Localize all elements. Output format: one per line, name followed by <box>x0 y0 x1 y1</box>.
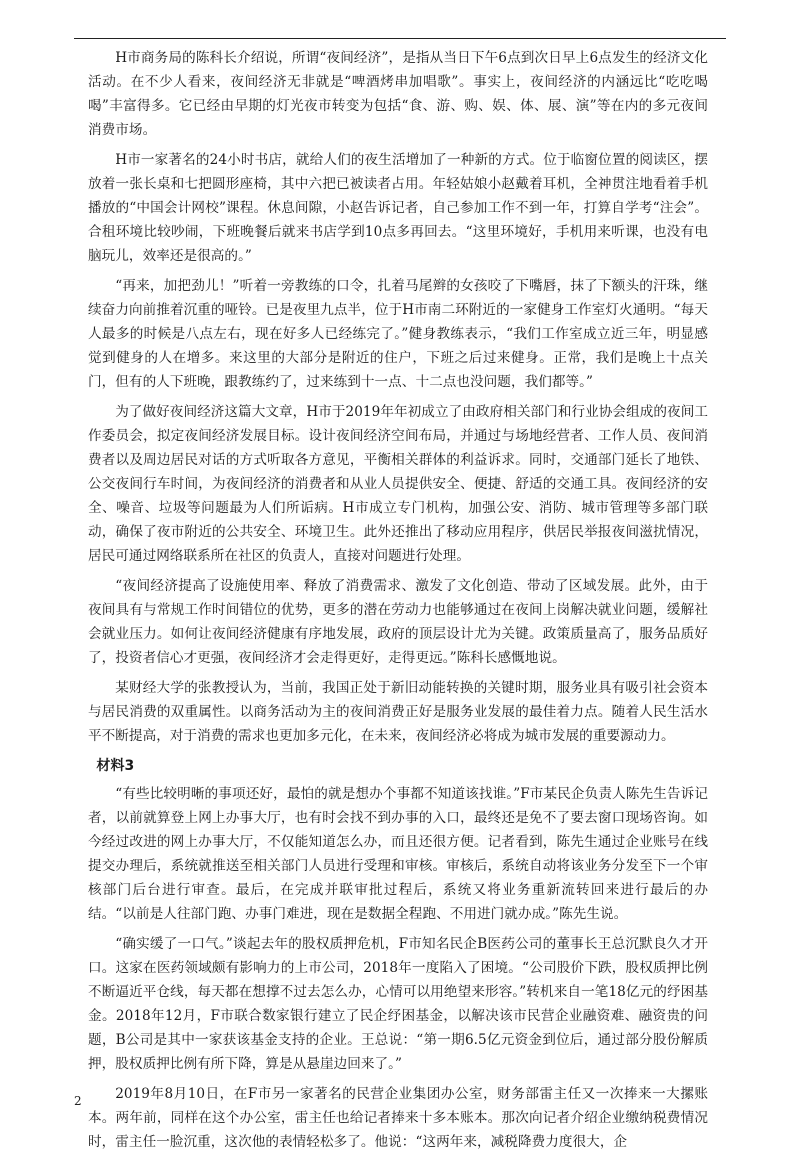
paragraph: 为了做好夜间经济这篇大文章，H市于2019年年初成立了由政府相关部门和行业协会组成的夜间工作委员会，拟定夜间经济发展目标。设计夜间经济空间布局，并通过与场地经营者、工作人员、夜间消费者以及周边居民对话的方式听取各方意见，平衡相关群体的利益诉求。同时，交通部门延长了地铁、公交夜间行车时间，为夜间经济的消费者和从业人员提供安全、便捷、舒适的交通工具。夜间经济的安全、噪音、垃圾等问题最为人们所诟病。H市成立专门机构，加强公安、消防、城市管理等多部门联动，确保了夜市附近的公共安全、环境卫生。此外还推出了移动应用程序，供居民举报夜间滋扰情况，居民可通过网络联系所在社区的负责人，直接对问题进行处理。 <box>88 404 708 564</box>
paragraph: “再来，加把劲儿！”听着一旁教练的口令，扎着马尾辫的女孩咬了下嘴唇，抹了下额头的汗珠，继续奋力向前推着沉重的哑铃。已是夜里九点半，位于H市南二环附近的一家健身工作室灯火通明。“每天人最多的时候是八点左右，现在好多人已经练完了。”健身教练表示，“我们工作室成立近三年，明显感觉到健身的人在增多。来这里的大部分是附近的住户，下班之后过来健身。正常，我们是晚上十点关门，但有的人下班晚，跟教练约了，过来练到十一点、十二点也没问题，我们都等。” <box>88 278 708 390</box>
paragraph: H市一家著名的24小时书店，就给人们的夜生活增加了一种新的方式。位于临窗位置的阅读区，摆放着一张长桌和七把圆形座椅，其中六把已被读者占用。年轻姑娘小赵戴着耳机，全神贯注地看着手机播放的“中国会计网校”课程。休息间隙，小赵告诉记者，自己参加工作不到一年，打算自学考“注会”。合租环境比较吵闹，下班晚餐后就来书店学到10点多再回去。“这里环境好，手机用来听课，也没有电脑玩儿，效率还是很高的。” <box>88 152 708 264</box>
paragraph: 2019年8月10日，在F市另一家著名的民营企业集团办公室，财务部雷主任又一次捧来一大摞账本。两年前，同样在这个办公室，雷主任也给记者捧来十多本账本。那次向记者介绍企业缴纳税费情况时，雷主任一脸沉重，这次他的表情轻松多了。他说：“这两年来，减税降费力度很大，企 <box>88 1086 708 1150</box>
section-heading: 材料3 <box>96 758 135 774</box>
body-text <box>88 46 708 1160</box>
page-number: 2 <box>74 1094 82 1108</box>
paragraph: H市商务局的陈科长介绍说，所谓“夜间经济”，是指从当日下午6点到次日早上6点发生的经济文化活动。在不少人看来，夜间经济无非就是“啤酒烤串加唱歌”。事实上，夜间经济的内涵远比“吃吃喝喝”丰富得多。它已经由早期的灯光夜市转变为包括“食、游、购、娱、体、展、演”等在内的多元夜间消费市场。 <box>88 50 708 138</box>
paragraph: “确实缓了一口气。”谈起去年的股权质押危机，F市知名民企B医药公司的董事长王总沉默良久才开口。这家在医药领域颇有影响力的上市公司，2018年一度陷入了困境。“公司股价下跌，股权质押比例不断逼近平仓线，每天都在想撑不过去怎么办，心情可以用绝望来形容。”转机来自一笔18亿元的纾困基金。2018年12月，F市联合数家银行建立了民企纾困基金，以解决该市民营企业融资难、融资贵的问题，B公司是其中一家获该基金支持的企业。王总说：“第一期6.5亿元资金到位后，通过部分股份解质押，股权质押比例有所下降，算是从悬崖边回来了。” <box>88 936 708 1072</box>
paragraph: “有些比较明晰的事项还好，最怕的就是想办个事都不知道该找谁。”F市某民企负责人陈先生告诉记者，以前就算登上网上办事大厅，也有时会找不到办事的入口，最终还是免不了要去窗口现场咨询。如今经过改进的网上办事大厅，不仅能知道怎么办，而且还很方便。记者看到，陈先生通过企业账号在线提交办理后，系统就推送至相关部门人员进行受理和审核。审核后，系统自动将该业务分发至下一个审核部门后台进行审查。最后，在完成并联审批过程后，系统又将业务重新流转回来进行最后的办结。“以前是人往部门跑、办事门难进，现在是数据全程跑、不用进门就办成。”陈先生说。 <box>88 786 708 922</box>
paragraph: “夜间经济提高了设施使用率、释放了消费需求、激发了文化创造、带动了区域发展。此外，由于夜间具有与常规工作时间错位的优势，更多的潜在劳动力也能够通过在夜间上岗解决就业问题，缓解社会就业压力。如何让夜间经济健康有序地发展，政府的顶层设计尤为关键。政策质量高了，服务品质好了，投资者信心才更强，夜间经济才会走得更好，走得更远。”陈科长感慨地说。 <box>88 578 708 666</box>
paragraph: 某财经大学的张教授认为，当前，我国正处于新旧动能转换的关键时期，服务业具有吸引社会资本与居民消费的双重属性。以商务活动为主的夜间消费正好是服务业发展的最佳着力点。随着人民生活水平不断提高，对于消费的需求也更加多元化，在未来，夜间经济必将成为城市发展的重要源动力。 <box>88 680 708 744</box>
header-rule <box>74 38 726 39</box>
